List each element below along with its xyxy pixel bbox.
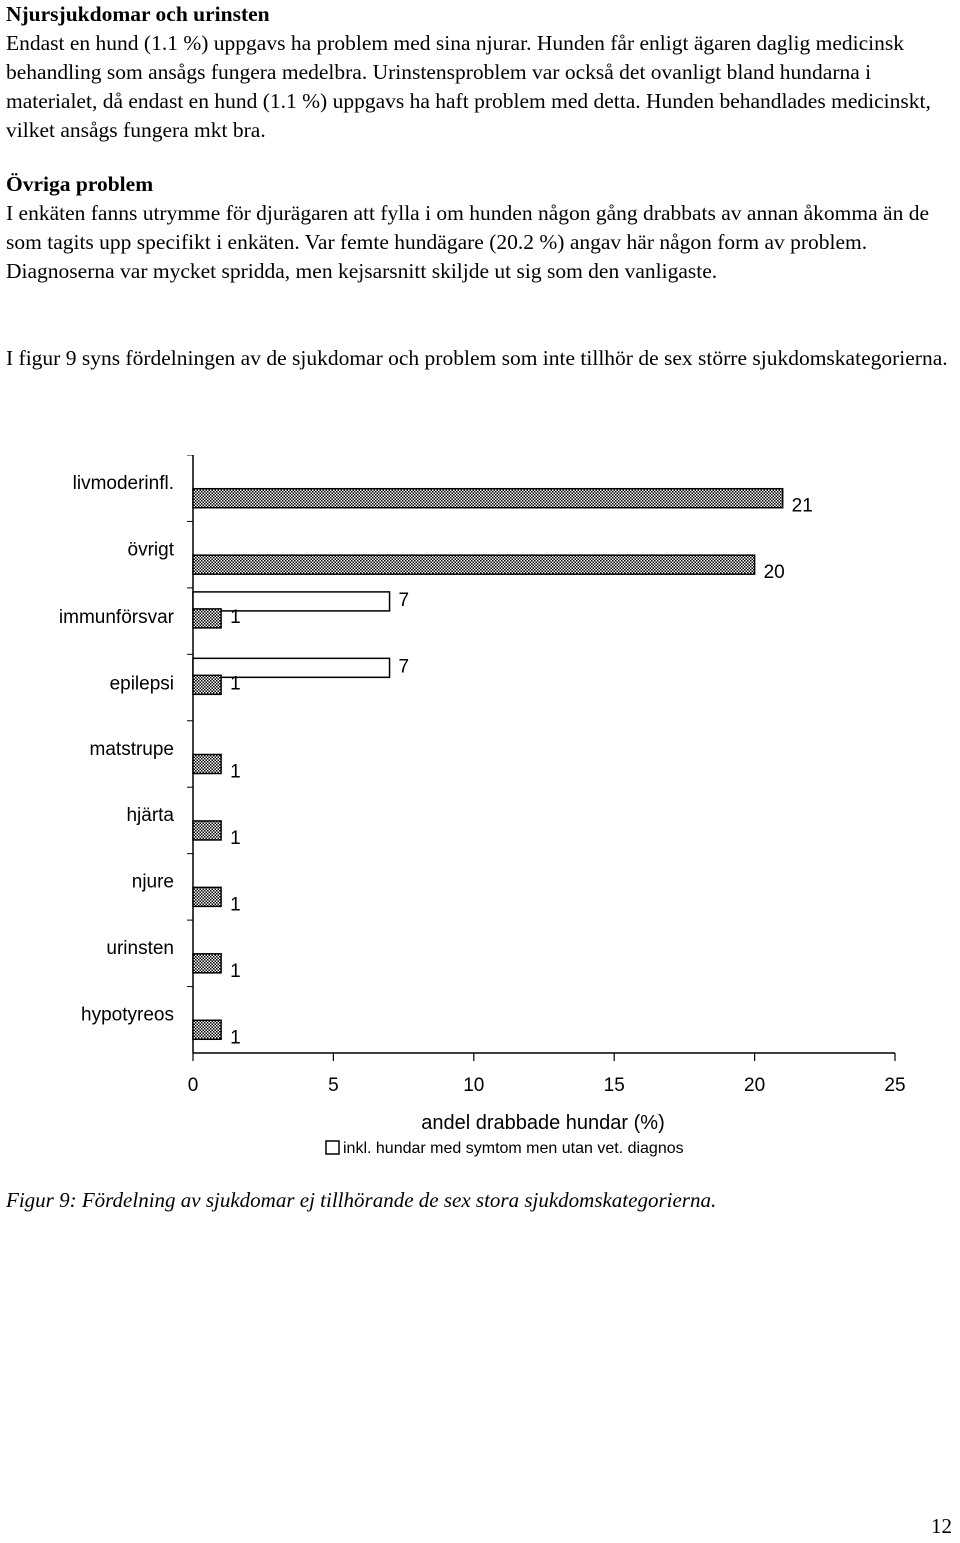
bar-chart bbox=[0, 455, 960, 1170]
bar-white-immunförsvar bbox=[193, 592, 390, 611]
bar-hatched-urinsten bbox=[193, 954, 221, 973]
category-label: njure bbox=[131, 871, 174, 893]
x-tick-label: 20 bbox=[744, 1075, 766, 1096]
bar-value-label: 1 bbox=[230, 894, 241, 916]
category-label: övrigt bbox=[127, 539, 174, 561]
bar-hatched-immunförsvar bbox=[193, 609, 221, 628]
legend-swatch bbox=[326, 1141, 339, 1154]
bar-value-label: 1 bbox=[230, 1027, 241, 1049]
x-tick-label: 0 bbox=[187, 1075, 199, 1096]
section-ovriga-problem bbox=[6, 170, 954, 286]
section-body: Endast en hund (1.1 %) uppgavs ha problem med sina njurar. Hunden får enligt ägaren daglig medicinsk behandling som ansågs fungera medelbra. Urinstensproblem var också det ovanligt bland hundarna i materialet, då endast en hund (1.1 %) uppgavs ha haft problem med detta. Hunden behandlades medicinskt, vilket ansågs fungera mkt bra. bbox=[6, 31, 931, 142]
category-label: matstrupe bbox=[89, 738, 174, 760]
x-tick-label: 15 bbox=[603, 1075, 625, 1096]
bar-hatched-hypotyreos bbox=[193, 1020, 221, 1039]
bar-white-epilepsi bbox=[193, 658, 390, 677]
bar-value-label: 21 bbox=[791, 495, 813, 517]
page-number: 12 bbox=[931, 1514, 952, 1538]
category-label: hjärta bbox=[126, 805, 174, 827]
bar-hatched-hjärta bbox=[193, 821, 221, 840]
section-body: I enkäten fanns utrymme för djurägaren att fylla i om hunden någon gång drabbats av annan åkomma än de som tagits upp specifikt i enkäten. Var femte hundägare (20.2 %) angav här någon form av problem. Diagnoserna var mycket spridda, men kejsarsnitt skiljde ut sig som den vanligaste. bbox=[6, 201, 929, 283]
x-axis-title: andel drabbade hundar (%) bbox=[421, 1112, 665, 1134]
bar-hatched-övrigt bbox=[193, 555, 755, 574]
section-heading: Övriga problem bbox=[6, 172, 154, 196]
bar-value-label: 1 bbox=[230, 761, 241, 783]
legend-label: inkl. hundar med symtom men utan vet. diagnos bbox=[343, 1140, 684, 1157]
category-label: epilepsi bbox=[109, 673, 174, 695]
bar-hatched-epilepsi bbox=[193, 675, 221, 694]
bar-hatched-njure bbox=[193, 887, 221, 906]
bar-value-label: 1 bbox=[230, 673, 241, 695]
bar-value-label: 1 bbox=[230, 606, 241, 628]
bar-value-label: 20 bbox=[763, 562, 785, 584]
category-label: urinsten bbox=[106, 938, 174, 960]
bar-hatched-matstrupe bbox=[193, 755, 221, 774]
bar-value-label: 7 bbox=[398, 656, 410, 678]
category-label: livmoderinfl. bbox=[72, 473, 174, 494]
section-heading: Njursjukdomar och urinsten bbox=[6, 2, 270, 26]
x-tick-label: 25 bbox=[884, 1075, 906, 1096]
bar-value-label: 7 bbox=[398, 589, 410, 611]
category-label: immunförsvar bbox=[58, 606, 174, 628]
bar-value-label: 1 bbox=[230, 827, 241, 849]
bar-value-label: 1 bbox=[230, 960, 241, 982]
x-tick-label: 10 bbox=[463, 1075, 485, 1096]
category-label: hypotyreos bbox=[81, 1004, 174, 1026]
bar-hatched-livmoderinfl. bbox=[193, 489, 783, 508]
figure-caption: Figur 9: Fördelning av sjukdomar ej tillhörande de sex stora sjukdomskategorierna. bbox=[6, 1188, 717, 1212]
section-njursjukdomar bbox=[6, 0, 954, 145]
x-tick-label: 5 bbox=[328, 1075, 339, 1096]
figure-intro-paragraph: I figur 9 syns fördelningen av de sjukdomar och problem som inte tillhör de sex större sjukdomskategorierna. bbox=[6, 346, 948, 370]
